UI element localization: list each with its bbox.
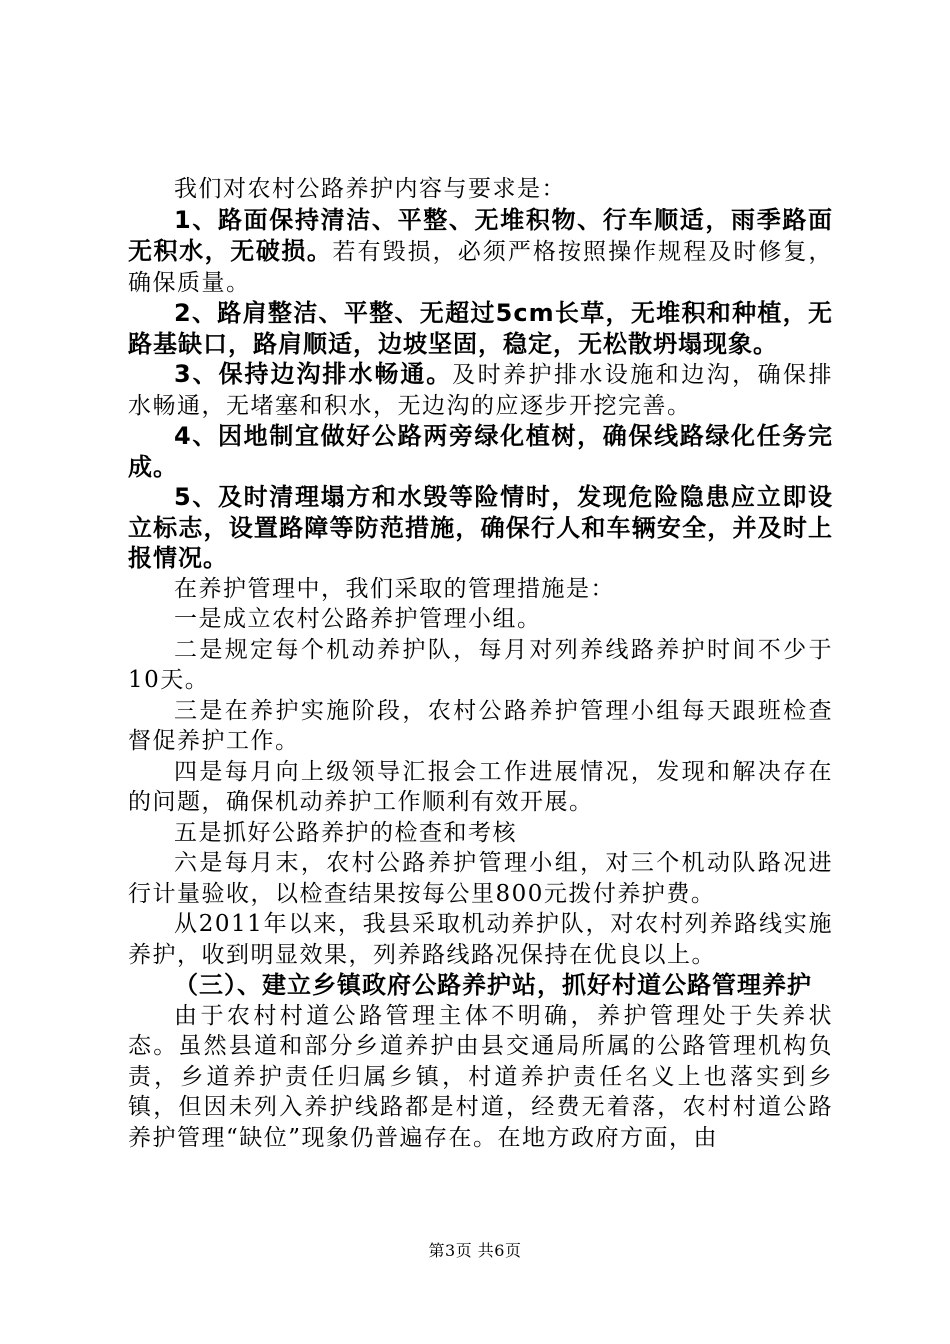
paragraph-measures-intro: 在养护管理中，我们采取的管理措施是：: [174, 575, 615, 602]
item-1-bold-text: 1、路面保持清洁、平整、无堆积物、行车顺适，雨季路面无积水，无破损。: [128, 205, 833, 265]
paragraph-item-5: 5、及时清理塌方和水毁等险情时，发现危险隐患应立即设立标志，设置路障等防范措施，确保行人和车辆安全，并及时上报情况。: [128, 483, 833, 572]
paragraph-item-4: 4、因地制宜做好公路两旁绿化植树，确保线路绿化任务完成。: [128, 422, 833, 481]
paragraph-measure-1: 一是成立农村公路养护管理小组。: [174, 606, 542, 632]
item-3-regular-text: 及时养护排水设施和边沟，确保排水畅通，无堵塞和积水，无边沟的应逐步开挖完善。: [128, 362, 833, 419]
paragraph-intro: 我们对农村公路养护内容与要求是：: [174, 176, 566, 202]
paragraph-measure-2: 二是规定每个机动养护队，每月对列养线路养护时间不少于10天。: [128, 636, 833, 693]
paragraph-item-2: 2、路肩整洁、平整、无超过5cm长草，无堆积和种植，无路基缺口，路肩顺适，边坡坚固，稳定，无松散坍塌现象。: [128, 299, 833, 358]
paragraph-measure-3: 三是在养护实施阶段，农村公路养护管理小组每天跟班检查督促养护工作。: [128, 697, 833, 754]
paragraph-village-roads: 由于农村村道公路管理主体不明确，养护管理处于失养状态。虽然县道和部分乡道养护由县交通局所属的公路管理机构负责，乡道养护责任归属乡镇，村道养护责任名义上也落实到乡镇，但因未列入养护线路都是村道，经费无着落，农村村道公路养护管理“缺位”现象仍普遍存在。在地方政府方面，由: [128, 1002, 833, 1151]
paragraph-since-2011: 从2011年以来，我县采取机动养护队，对农村列养路线实施养护，收到明显效果，列养路线路况保持在优良以上。: [128, 911, 833, 968]
item-3-bold-text: 3、保持边沟排水畅通。: [174, 360, 453, 388]
document-body: [128, 174, 833, 1153]
paragraph-measure-6: 六是每月末，农村公路养护管理小组，对三个机动队路况进行计量验收，以检查结果按每公里800元拨付养护费。: [128, 850, 833, 907]
paragraph-measure-5: 五是抓好公路养护的检查和考核: [174, 819, 517, 846]
paragraph-item-3: [128, 359, 833, 421]
section-heading-3: （三）、建立乡镇政府公路养护站，抓好村道公路管理养护: [174, 971, 812, 999]
paragraph-item-1: [128, 205, 833, 299]
paragraph-measure-4: 四是每月向上级领导汇报会工作进展情况，发现和解决存在的问题，确保机动养护工作顺利有效开展。: [128, 758, 833, 815]
item-1-regular-text: 若有毁损，必须严格按照操作规程及时修复，确保质量。: [128, 239, 834, 296]
page-footer: 第3页 共6页: [428, 1241, 522, 1260]
